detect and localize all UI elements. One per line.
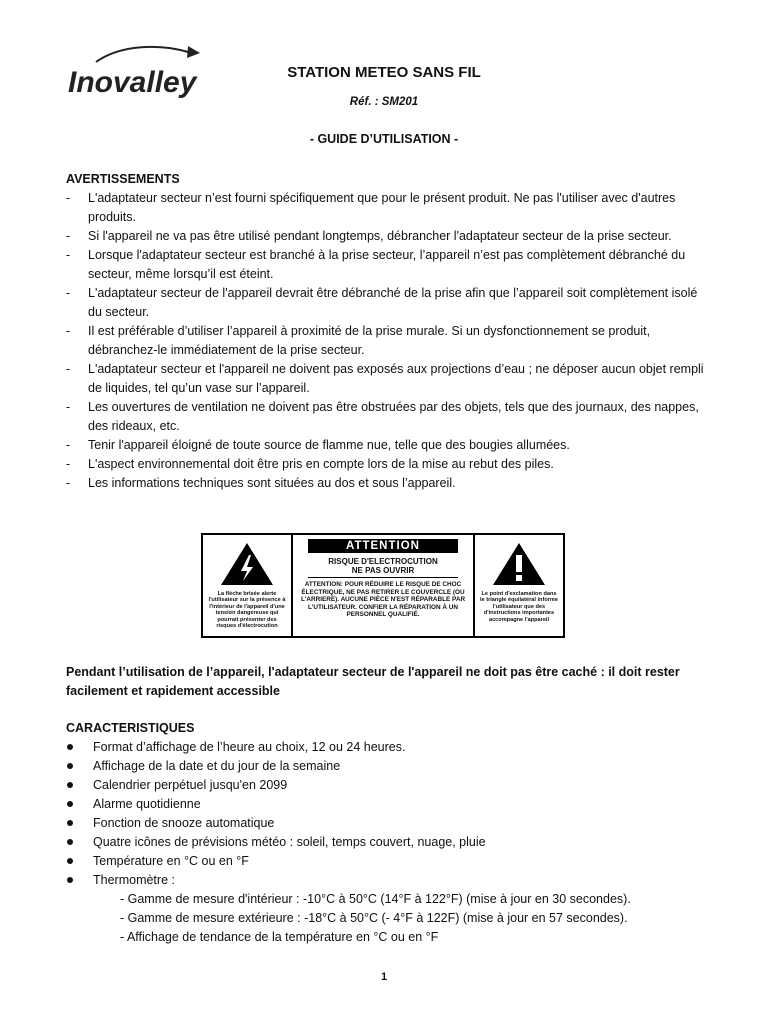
features-section [66, 719, 706, 947]
reference-number: Réf. : SM201 [349, 96, 419, 108]
thermometer-subitem: - Gamme de mesure extérieure : -18°C à 50°C (- 4°F à 122F) (mise à jour en 57 secondes). [120, 911, 628, 925]
feature-text: Calendrier perpétuel jusqu'en 2099 [93, 778, 288, 792]
warning-text: Lorsque l'adaptateur secteur est branché à la prise secteur, l’appareil n’est pas complètement débranché du secteur, même lorsqu’il est éteint. [88, 248, 686, 281]
bullet-icon [67, 763, 73, 769]
dash-bullet: - [66, 438, 71, 452]
warning-item [66, 246, 706, 284]
feature-text: Quatre icônes de prévisions météo : soleil, temps couvert, nuage, pluie [93, 835, 486, 849]
feature-item [66, 871, 706, 890]
guide-subtitle: - GUIDE D’UTILISATION - [309, 132, 459, 146]
risk-line-1: RISQUE D'ELECTROCUTION [328, 557, 438, 566]
lightning-warning-text: La flèche brisée alerte l'utilisateur sur la présence à l'intérieur de l'appareil d'une tension dangereuse qui pourrait présenter des risques d'électrocution [208, 591, 286, 630]
feature-item [66, 757, 706, 776]
adapter-notice: Pendant l’utilisation de l’appareil, l'adaptateur secteur de l'appareil ne doit pas être caché : il doit rester facilement et rapidement accessible [66, 665, 680, 698]
feature-item [66, 833, 706, 852]
warning-item [66, 436, 706, 455]
warning-item [66, 398, 706, 436]
dash-bullet: - [66, 191, 71, 205]
risk-text [308, 557, 458, 578]
exclamation-warning-text: Le point d'exclamation dans le triangle équilatéral informe l'utilisateur que des d'instructions importantes accompagne l'appareil [479, 591, 559, 623]
warning-text: L'adaptateur secteur de l'appareil devrait être débranché de la prise afin que l’appareil soit complètement isolé du secteur. [88, 286, 698, 319]
dash-bullet: - [66, 248, 71, 262]
exclamation-warning-panel [475, 535, 563, 636]
warning-text: Il est préférable d’utiliser l’appareil à proximité de la prise murale. Si un dysfonctionnement se produit, débranchez-le immédiatement de la prise secteur. [88, 324, 651, 357]
lightning-triangle-icon [219, 541, 275, 587]
warnings-list [66, 189, 706, 493]
warning-text: L'adaptateur secteur et l'appareil ne doivent pas exposés aux projections d’eau ; ne déposer aucun objet rempli de liquides, tel qu’un vase sur l’appareil. [88, 362, 704, 395]
warning-text: Les ouvertures de ventilation ne doivent pas être obstruées par des objets, tels que des journaux, des nappes, des rideaux, etc. [88, 400, 699, 433]
bullet-icon [67, 839, 73, 845]
warning-item [66, 227, 706, 246]
feature-text: Fonction de snooze automatique [93, 816, 275, 830]
warning-text: L'adaptateur secteur n’est fourni spécifiquement que pour le présent produit. Ne pas l'utiliser avec d'autres produits. [88, 191, 676, 224]
warning-item [66, 455, 706, 474]
thermometer-subitem: - Affichage de tendance de la température en °C ou en °F [120, 930, 439, 944]
warning-item [66, 322, 706, 360]
bullet-icon [67, 744, 73, 750]
feature-text: Température en °C ou en °F [93, 854, 249, 868]
dash-bullet: - [66, 400, 71, 414]
warning-text: Les informations techniques sont situées au dos et sous l’appareil. [88, 476, 456, 490]
feature-text: Alarme quotidienne [93, 797, 201, 811]
electric-warning-box [201, 533, 565, 638]
features-list [66, 738, 706, 890]
feature-item [66, 776, 706, 795]
warnings-heading: AVERTISSEMENTS [66, 172, 180, 186]
feature-item [66, 852, 706, 871]
bullet-icon [67, 820, 73, 826]
bullet-icon [67, 801, 73, 807]
dash-bullet: - [66, 457, 71, 471]
attention-body: ATTENTION: POUR RÉDUIRE LE RISQUE DE CHOC ÉLECTRIQUE, NE PAS RETIRER LE COUVERCLE (OU L'ARRIERE). AUCUNE PIÈCE N'EST RÉPARABLE PAR L'UTILISATEUR. CONFIER LA RÉPARATION À UN PERSONNEL QUALIFIÉ. [300, 581, 466, 619]
risk-line-2: NE PAS OUVRIR [351, 566, 415, 575]
feature-text: Affichage de la date et du jour de la semaine [93, 759, 341, 773]
dash-bullet: - [66, 476, 71, 490]
feature-item [66, 795, 706, 814]
exclamation-triangle-icon [491, 541, 547, 587]
attention-panel [291, 535, 475, 636]
dash-bullet: - [66, 324, 71, 338]
lightning-warning-panel [203, 535, 291, 636]
dash-bullet: - [66, 286, 71, 300]
warning-item [66, 360, 706, 398]
warning-text: Tenir l'appareil éloigné de toute source de flamme nue, telle que des bougies allumées. [88, 438, 570, 452]
warning-text: Si l'appareil ne va pas être utilisé pendant longtemps, débrancher l'adaptateur secteur de la prise secteur. [88, 229, 672, 243]
dash-bullet: - [66, 362, 71, 376]
feature-item [66, 738, 706, 757]
thermometer-subitem: - Gamme de mesure d'intérieur : -10°C à 50°C (14°F à 122°F) (mise à jour en 30 secondes). [120, 892, 631, 906]
feature-text: Thermomètre : [93, 873, 175, 887]
feature-item [66, 814, 706, 833]
document-title: STATION METEO SANS FIL [287, 64, 481, 81]
warning-item [66, 284, 706, 322]
dash-bullet: - [66, 229, 71, 243]
attention-title: ATTENTION [308, 539, 458, 553]
feature-text: Format d’affichage de l’heure au choix, 12 ou 24 heures. [93, 740, 406, 754]
bullet-icon [67, 782, 73, 788]
bullet-icon [67, 877, 73, 883]
warning-item [66, 474, 706, 493]
warning-item [66, 189, 706, 227]
features-heading: CARACTERISTIQUES [66, 721, 195, 735]
logo-text: Inovalley [68, 66, 197, 99]
warnings-section [66, 170, 706, 493]
bullet-icon [67, 858, 73, 864]
page-number: 1 [380, 971, 388, 983]
warning-text: L'aspect environnemental doit être pris en compte lors de la mise au rebut des piles. [88, 457, 554, 471]
